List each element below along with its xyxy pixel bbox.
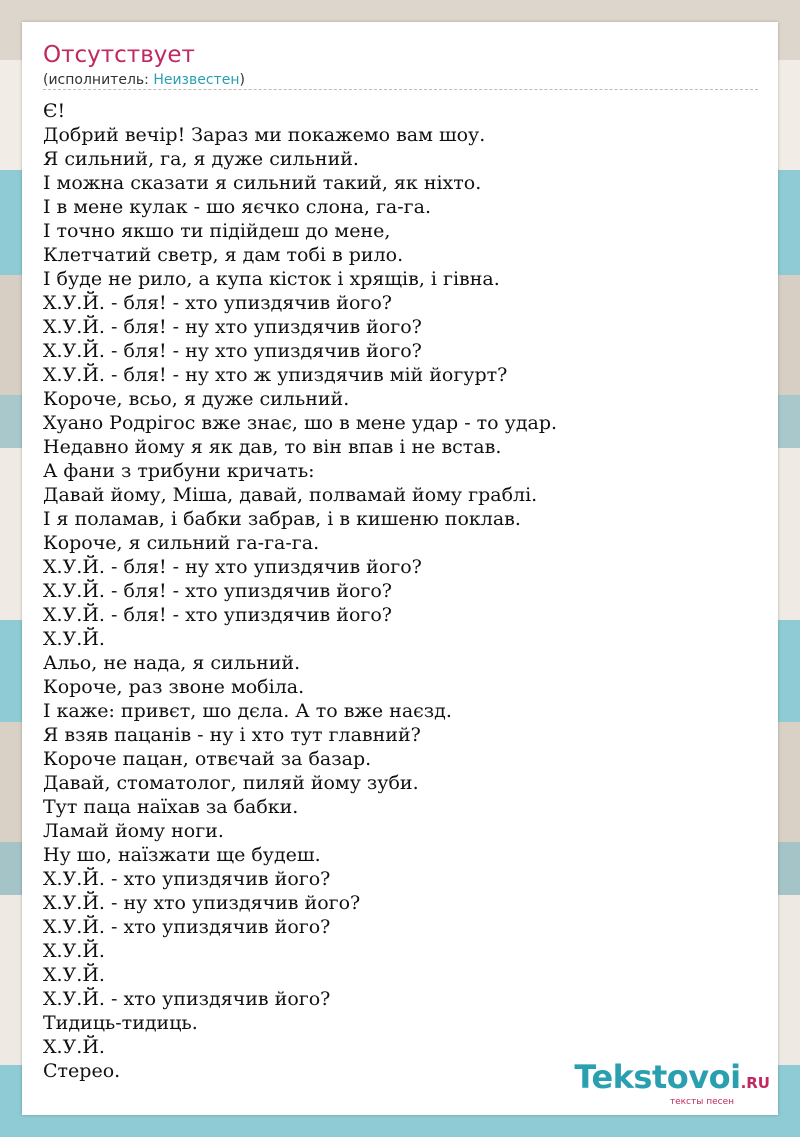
lyric-line: І точно якшо ти підійдеш до мене, — [43, 220, 391, 242]
lyric-line: Хуано Родрігос вже знає, шо в мене удар - то удар. — [43, 412, 558, 434]
lyric-line: Недавно йому я як дав, то він впав і не встав. — [43, 436, 502, 458]
artist-line — [43, 72, 245, 88]
lyric-line: І я поламав, і бабки забрав, і в кишеню поклав. — [43, 508, 521, 530]
lyrics-card — [22, 22, 778, 1115]
lyric-line: І в мене кулак - шо яєчко слона, га-га. — [43, 196, 432, 218]
logo-tagline: тексты песен — [669, 1097, 734, 1107]
logo-tld: .RU — [740, 1074, 770, 1092]
lyric-line: Х.У.Й. — [43, 940, 105, 962]
lyric-line: Короче, раз звоне мобіла. — [43, 676, 305, 698]
lyric-line: Х.У.Й. - бля! - ну хто упиздячив його? — [43, 316, 422, 338]
song-title: Отсутствует — [43, 42, 195, 68]
lyric-line: І можна сказати я сильний такий, як ніхто. — [43, 172, 482, 194]
lyric-line: Тут паца наїхав за бабки. — [43, 796, 299, 818]
lyric-line: Я сильний, га, я дуже сильний. — [43, 148, 359, 170]
artist-prefix: (исполнитель: — [43, 72, 154, 88]
lyric-line: А фани з трибуни кричать: — [43, 460, 315, 482]
lyric-line: Х.У.Й. - бля! - хто упиздячив його? — [43, 604, 392, 626]
lyric-line: Х.У.Й. - бля! - хто упиздячив його? — [43, 580, 392, 602]
lyric-line: Я взяв пацанів - ну і хто тут главний? — [43, 724, 421, 746]
artist-suffix: ) — [239, 72, 245, 88]
lyric-line: І каже: привєт, шо дєла. А то вже наєзд. — [43, 700, 452, 722]
lyric-line: Є! — [43, 100, 66, 122]
artist-link[interactable]: Неизвестен — [153, 72, 240, 88]
lyric-line: Давай йому, Міша, давай, полвамай йому граблі. — [43, 484, 538, 506]
lyric-line: Х.У.Й. — [43, 628, 105, 650]
lyric-line: Х.У.Й. - хто упиздячив його? — [43, 868, 331, 890]
lyric-line: Х.У.Й. - ну хто упиздячив його? — [43, 892, 361, 914]
lyric-line: Ламай йому ноги. — [43, 820, 224, 842]
lyric-line: Х.У.Й. - бля! - ну хто ж упиздячив мій йогурт? — [43, 364, 508, 386]
lyric-line: Х.У.Й. - бля! - хто упиздячив його? — [43, 292, 392, 314]
logo-name: Tekstovoi — [574, 1058, 741, 1096]
lyric-line: Клетчатий светр, я дам тобі в рило. — [43, 244, 404, 266]
lyric-line: Альо, не нада, я сильний. — [43, 652, 301, 674]
lyric-line: Стерео. — [43, 1060, 121, 1082]
lyric-line: Х.У.Й. - хто упиздячив його? — [43, 988, 331, 1010]
site-logo[interactable] — [574, 1058, 770, 1107]
divider — [43, 89, 758, 90]
lyric-line: Х.У.Й. - бля! - ну хто упиздячив його? — [43, 340, 422, 362]
lyric-line: Давай, стоматолог, пиляй йому зуби. — [43, 772, 419, 794]
lyrics-text — [43, 99, 557, 1083]
lyric-line: Короче пацан, отвєчай за базар. — [43, 748, 372, 770]
lyric-line: Короче, всьо, я дуже сильний. — [43, 388, 350, 410]
lyric-line: Короче, я сильний га-га-га. — [43, 532, 320, 554]
lyric-line: Х.У.Й. - бля! - ну хто упиздячив його? — [43, 556, 422, 578]
lyric-line: Х.У.Й. — [43, 1036, 105, 1058]
lyric-line: Х.У.Й. — [43, 964, 105, 986]
lyric-line: Ну шо, наїзжати ще будеш. — [43, 844, 321, 866]
lyric-line: Добрий вечір! Зараз ми покажемо вам шоу. — [43, 124, 486, 146]
lyric-line: Х.У.Й. - хто упиздячив його? — [43, 916, 331, 938]
lyric-line: І буде не рило, а купа кісток і хрящів, і гівна. — [43, 268, 500, 290]
lyric-line: Тидиць-тидиць. — [43, 1012, 198, 1034]
